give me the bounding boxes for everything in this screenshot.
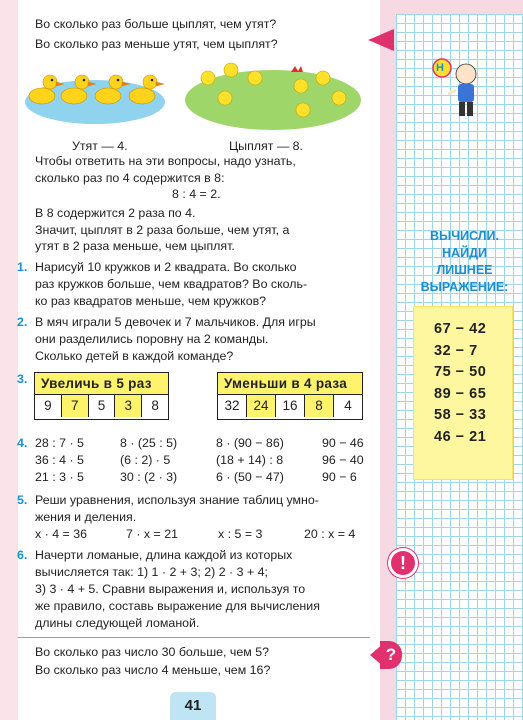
chicks-illustration bbox=[183, 56, 361, 132]
task-3-number: 3. bbox=[17, 372, 28, 386]
increase-table-cells bbox=[35, 395, 168, 417]
task-2-line: они разделились поровну на 2 команды. bbox=[35, 332, 269, 346]
increase-table bbox=[34, 372, 169, 420]
table-cell: 4 bbox=[344, 398, 352, 413]
table-cell: 8 bbox=[305, 395, 334, 417]
task-6-line: же правило, составь выражение для вычисления bbox=[35, 599, 320, 613]
task-5-line: жения и деления. bbox=[35, 510, 137, 524]
equation: 7 · x = 21 bbox=[126, 527, 179, 541]
sidebar-heading-line: ВЫРАЖЕНИЕ: bbox=[420, 280, 509, 294]
table-cell: 9 bbox=[35, 395, 62, 417]
task-6-line: 3) 3 · 4 + 5. Сравни выражения и, используя то bbox=[35, 582, 306, 596]
table-cell: 16 bbox=[276, 395, 305, 417]
sidebar-expression: 58 − 33 bbox=[434, 407, 487, 424]
task-6-line: длины следующей ломаной. bbox=[35, 616, 200, 630]
decrease-table bbox=[217, 372, 363, 420]
sidebar-heading bbox=[412, 228, 517, 296]
expression: (6 : 2) · 5 bbox=[120, 453, 171, 467]
task-2-number: 2. bbox=[17, 315, 28, 329]
expression: 8 · (90 − 86) bbox=[216, 436, 284, 450]
task-2-line: В мяч играли 5 девочек и 7 мальчиков. Для игры bbox=[35, 315, 316, 329]
page-number: 41 bbox=[170, 692, 216, 720]
expression: 90 − 46 bbox=[322, 436, 364, 450]
expression: 36 : 4 · 5 bbox=[35, 453, 84, 467]
expression: 30 : (2 · 3) bbox=[120, 470, 178, 484]
badge-letter: Н bbox=[436, 62, 444, 74]
conclusion-line-3: утят в 2 раза меньше, чем цыплят. bbox=[35, 239, 235, 253]
ducks-caption: Утят — 4. bbox=[72, 139, 128, 153]
task-5-number: 5. bbox=[17, 493, 28, 507]
table-cell: 24 bbox=[247, 395, 276, 417]
conclusion-line-1: В 8 содержится 2 раза по 4. bbox=[35, 206, 196, 220]
expression: 28 : 7 · 5 bbox=[35, 436, 84, 450]
intro-question-2: Во сколько раз меньше утят, чем цыплят? bbox=[35, 37, 278, 51]
left-margin-band bbox=[0, 0, 18, 720]
table-cell: 5 bbox=[89, 395, 116, 417]
table-cell: 3 bbox=[115, 395, 142, 417]
explain-line-1: Чтобы ответить на эти вопросы, надо узнать, bbox=[35, 154, 296, 168]
task-2-line: Сколько детей в каждой команде? bbox=[35, 349, 234, 363]
task-1-line: Нарисуй 10 кружков и 2 квадрата. Во сколько bbox=[35, 260, 297, 274]
sidebar-heading-line: ЛИШНЕЕ bbox=[436, 263, 493, 277]
expression: 90 − 6 bbox=[322, 470, 357, 484]
sidebar-expression: 46 − 21 bbox=[434, 428, 487, 445]
decrease-table-cells bbox=[218, 395, 362, 417]
table-cell: 8 bbox=[151, 398, 159, 413]
equation: 20 : x = 4 bbox=[304, 527, 356, 541]
expression: (18 + 14) : 8 bbox=[216, 453, 284, 467]
sidebar-heading-line: НАЙДИ bbox=[442, 246, 487, 260]
expression: 96 − 40 bbox=[322, 453, 364, 467]
sidebar-expression: 32 − 7 bbox=[434, 342, 478, 359]
exclamation-icon: ! bbox=[388, 548, 418, 578]
separator-line bbox=[18, 637, 370, 638]
ducks-illustration bbox=[22, 58, 168, 128]
task-5-line: Реши уравнения, используя знание таблиц умно- bbox=[35, 493, 319, 507]
bottom-question-1: Во сколько раз число 30 больше, чем 5? bbox=[35, 645, 270, 659]
task-1-line: раз кружков больше, чем квадратов? Во сколь- bbox=[35, 277, 308, 291]
intro-question-1: Во сколько раз больше цыплят, чем утят? bbox=[35, 17, 277, 31]
increase-table-title: Увеличь в 5 раз bbox=[35, 373, 168, 395]
task-6-number: 6. bbox=[17, 548, 28, 562]
task-1-number: 1. bbox=[17, 260, 28, 274]
sidebar-heading-line: ВЫЧИСЛИ. bbox=[430, 229, 499, 243]
sidebar-expression: 67 − 42 bbox=[434, 321, 487, 337]
sidebar-expression: 75 − 50 bbox=[434, 364, 487, 381]
table-cell: 32 bbox=[218, 395, 247, 417]
task-4-number: 4. bbox=[17, 436, 28, 450]
explain-formula: 8 : 4 = 2. bbox=[172, 187, 221, 201]
conclusion-line-2: Значит, цыплят в 2 раза больше, чем утят, а bbox=[35, 223, 290, 237]
explain-line-2: сколько раз по 4 содержится в 8: bbox=[35, 171, 225, 185]
table-cell: 7 bbox=[62, 395, 89, 417]
question-mark-icon: ? bbox=[380, 641, 402, 669]
decrease-table-title: Уменьши в 4 раза bbox=[218, 373, 362, 395]
expression: 21 : 3 · 5 bbox=[35, 470, 84, 484]
expression: 6 · (50 − 47) bbox=[216, 470, 284, 484]
pointer-triangle-top bbox=[368, 29, 394, 51]
task-6-line: Начерти ломаные, длина каждой из которых bbox=[35, 548, 293, 562]
chicks-caption: Цыплят — 8. bbox=[229, 139, 304, 153]
task-1-line: ко раз квадратов меньше, чем кружков? bbox=[35, 294, 267, 308]
sidebar-expression: 89 − 65 bbox=[434, 385, 487, 402]
bottom-question-2: Во сколько раз число 4 меньше, чем 16? bbox=[35, 663, 271, 677]
equation: x : 5 = 3 bbox=[218, 527, 263, 541]
task-6-line: вычисляется так: 1) 1 · 2 + 3; 2) 2 · 3 + 4; bbox=[35, 565, 268, 579]
equation: x · 4 = 36 bbox=[35, 527, 88, 541]
expression: 8 · (25 : 5) bbox=[120, 436, 178, 450]
expressions-box bbox=[413, 306, 513, 480]
